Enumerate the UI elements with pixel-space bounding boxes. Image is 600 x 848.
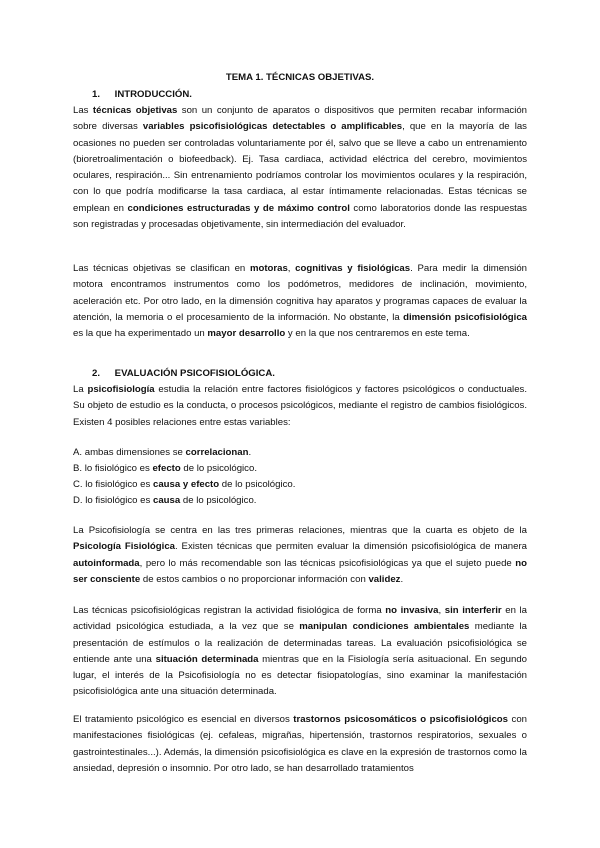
bold-term: trastornos psicosomáticos o psicofisiológicos [293,714,509,725]
bold-term: técnicas objetivas [92,105,178,116]
bold-term: correlacionan [185,447,249,458]
section-1-title: INTRODUCCIÓN. [114,89,192,100]
paragraph-2: Las técnicas objetivas se clasifican en motoras, cognitivas y fisiológicas. Para medir la dimensión motora encontramos instrumentos como los podómetros, medidores de inclinación, movimiento, aceleración etc. Por otro lado, en la dimensión cognitiva hay aparatos y programas capaces de evaluar la atención, la memoria o el procesamiento de la información. No obstante, la dimensión psicofisiológica es la que ha experimentado un mayor desarrollo y en la que nos centraremos en este tema. [73,263,528,340]
paragraph-5: Las técnicas psicofisiológicas registran la actividad fisiológica de forma no invasiva, sin interferir en la actividad psicológica estudiada, a la vez que se manipulan condiciones ambientales mediante la presentación de estímulos o la realización de determinadas tareas. La evaluación psicofisiológica se entiende ante una situación determinada mientras que en la Fisiología sería asituacional. En segundo lugar, el interés de la Psicofisiología no es detectar fisiopatologías, sino examinar la manifestación psicofisiológica ante una situación determinada. [73,605,528,698]
bold-term: manipulan condiciones ambientales [299,621,470,633]
section-2-title: EVALUACIÓN PSICOFISIOLÓGICA. [114,368,275,379]
bold-term: causa y efecto [152,479,220,490]
list-item: C. lo fisiológico es causa y efecto de lo psicológico. [73,479,296,490]
bold-term: validez [368,573,401,585]
section-1-heading [92,87,192,103]
bold-term: cognitivas y fisiológicas [295,263,411,274]
list-item: B. lo fisiológico es efecto de lo psicológico. [73,463,257,474]
bold-term: efecto [152,463,181,474]
bold-term: causa [152,495,181,506]
paragraph-4: La Psicofisiología se centra en las tres primeras relaciones, mientras que la cuarta es objeto de la Psicología Fisiológica. Existen técnicas que permiten evaluar la dimensión psicofisiológica de manera autoinformada, pero lo más recomendable son las técnicas psicofisiológicas ya que el sujeto puede no ser consciente de estos cambios o no proporcionar información con validez. [73,525,527,585]
section-1-number: 1. [92,89,101,100]
bold-term: Psicología Fisiológica [73,541,175,553]
bold-term: no invasiva [385,605,439,616]
document-title: TEMA 1. TÉCNICAS OBJETIVAS. [225,72,375,83]
list-item: A. ambas dimensiones se correlacionan. [73,447,252,458]
bold-term: no ser consciente [73,557,527,585]
bold-term: sin interferir [444,605,502,616]
bold-term: psicofisiología [87,384,155,395]
paragraph-3: La psicofisiología estudia la relación entre factores fisiológicos y factores psicológicos o conductuales. Su objeto de estudio es la conducta, o procesos psicológicos, mediante el registro de cambios fisiológicos. Existen 4 posibles relaciones entre estas variables: [73,384,527,428]
bold-term: motoras [249,263,288,274]
bold-term: condiciones estructuradas y de máximo control [127,202,350,214]
bold-term: situación determinada [155,653,259,665]
list-item: D. lo fisiológico es causa de lo psicológico. [73,495,257,506]
bold-term: dimensión psicofisiológica [403,311,528,323]
bold-term: mayor desarrollo [207,328,286,340]
paragraph-6: El tratamiento psicológico es esencial en diversos trastornos psicosomáticos o psicofisiológicos con manifestaciones fisiológicas (ej. cefaleas, migrañas, hipertensión, trastornos respiratorios, sexuales o gastrointestinales...). Además, la dimensión psicofisiológica es clave en la expresión de trastornos como la ansiedad, depresión o insomnio. Por otro lado, se han desarrollado tratamientos [73,714,527,774]
bold-term: autoinformada [73,557,140,569]
bold-term: variables psicofisiológicas detectables o amplificables [142,121,403,133]
section-2-heading [92,366,275,382]
paragraph-1: Las técnicas objetivas son un conjunto de aparatos o dispositivos que permiten recabar información sobre diversas variables psicofisiológicas detectables o amplificables, que en la mayoría de las ocasiones no pueden ser controladas voluntariamente por él, salvo que se lleve a cabo un entrenamiento (bioretroalimentación o biofeedback). Ej. Tasa cardiaca, actividad eléctrica del cerebro, movimientos oculares, respiración... Sin entrenamiento podríamos controlar los movimientos oculares y la respiración, con lo que podría modificarse la tasa cardiaca, al estar íntimamente relacionadas. Estas técnicas se emplean en condiciones estructuradas y de máximo control como laboratorios donde las respuestas son registradas y procesadas objetivamente, sin intermediación del evaluador. [73,105,528,231]
section-2-number: 2. [92,368,101,379]
